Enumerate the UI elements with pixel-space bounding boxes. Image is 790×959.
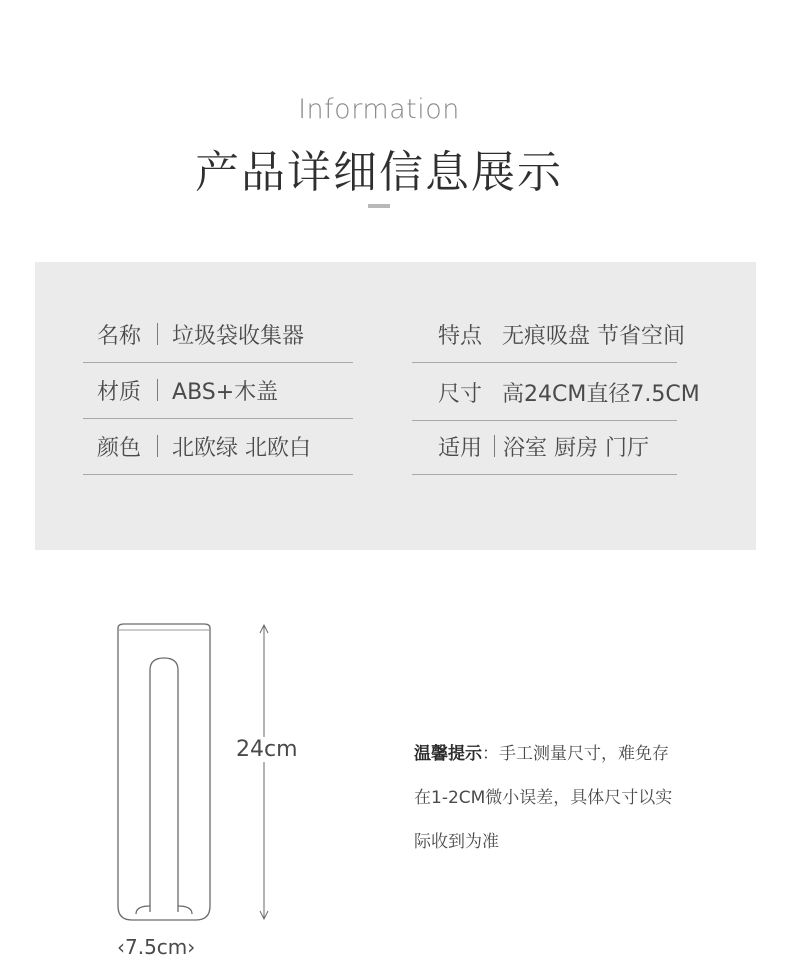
- note-line-3: 际收到为准: [414, 832, 499, 852]
- spec-key: 颜色: [97, 435, 142, 461]
- spec-row-usage: [412, 418, 677, 475]
- measurement-note: [414, 732, 714, 864]
- spec-key: 名称: [97, 323, 142, 349]
- spec-separator: [494, 435, 495, 457]
- spec-key: 适用: [438, 435, 483, 461]
- spec-value: 北欧绿 北欧白: [172, 435, 312, 461]
- arrow-right-icon: ›: [187, 935, 196, 959]
- spec-value: 浴室 厨房 门厅: [503, 435, 650, 461]
- spec-value: 高24CM直径7.5CM: [502, 381, 700, 407]
- spec-row-material: [83, 362, 353, 419]
- note-line-1: [414, 732, 714, 776]
- note-text: ：手工测量尺寸，难免存: [482, 744, 669, 764]
- page-title: 产品详细信息展示: [195, 147, 563, 198]
- spec-separator: [157, 435, 158, 457]
- width-dimension-label: [117, 935, 195, 959]
- spec-row-color: [83, 418, 353, 475]
- note-heading: 温馨提示: [414, 744, 482, 764]
- height-dimension-label: 24cm: [236, 737, 298, 762]
- spec-value: ABS+木盖: [172, 379, 279, 405]
- spec-value: 无痕吸盘 节省空间: [502, 323, 686, 349]
- spec-row-size: [412, 364, 700, 421]
- spec-separator: [157, 323, 158, 345]
- title-divider: [368, 204, 390, 208]
- spec-key: 材质: [97, 379, 142, 405]
- width-value: 7.5cm: [125, 935, 188, 959]
- note-line-2: 在1-2CM微小误差，具体尺寸以实: [414, 788, 673, 808]
- spec-key: 尺寸: [438, 381, 483, 407]
- spec-row-feature: [412, 306, 686, 363]
- spec-row-name: [83, 306, 353, 363]
- product-outline-drawing: [114, 622, 214, 922]
- arrow-left-icon: ‹: [117, 935, 125, 959]
- spec-value: 垃圾袋收集器: [172, 323, 305, 349]
- spec-separator: [157, 379, 158, 401]
- height-dimension-arrow: [256, 624, 272, 920]
- section-eyebrow: Information: [298, 94, 460, 125]
- spec-key: 特点: [438, 323, 483, 349]
